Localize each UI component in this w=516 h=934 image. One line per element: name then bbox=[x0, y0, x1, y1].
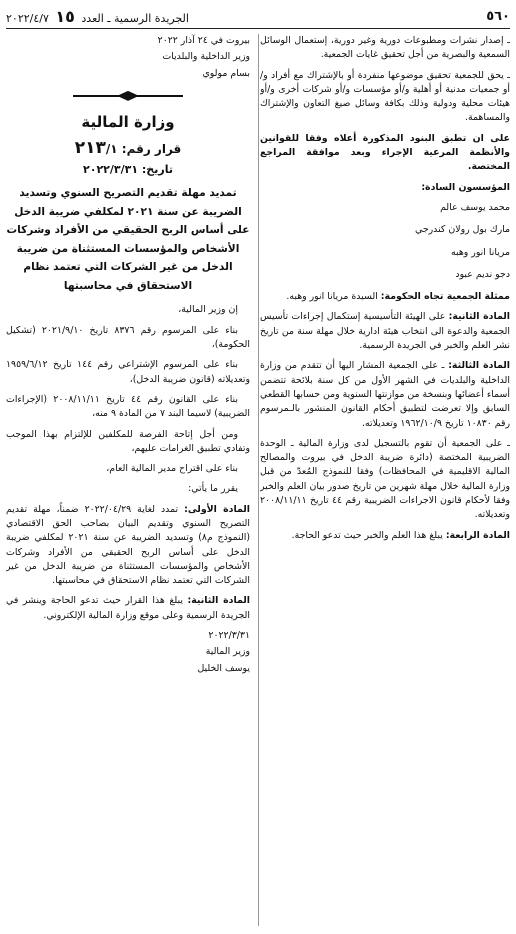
issue-date: ٢٠٢٢/٤/٧ bbox=[6, 11, 49, 25]
article-4: المادة الرابعة: يبلغ هذا العلم والخبر حيث تدعو الحاجة. bbox=[291, 529, 510, 541]
gazette-name: الجريدة الرسمية ـ العدد bbox=[81, 11, 189, 25]
signature-line: وزير الداخلية والبلديات bbox=[162, 51, 250, 63]
paragraph: ـ على الجمعية أن تقوم بالتسجيل لدى وزارة المالية ـ الوحدة الضريبية المختصة (دائرة ضريبة الدخل في بيروت والمصالح المالية الاقليمية في المحافظات) وفقا للنموذج المُعدّ من قبل وزارة المالية خلال مهلة شهرين من تاريخ صدور بيان العلم والخبر وفقا لأحكام قانون الاجراءات الضريبية رقم ٤٤ تاريخ ٢٠٠٨/١١/١١ وتعديلاته. bbox=[260, 437, 510, 521]
article-label: المادة الأولى: bbox=[184, 503, 250, 515]
founders-list bbox=[260, 201, 510, 282]
signature-line: وزير المالية bbox=[205, 646, 250, 658]
founder-name: دجو نديم عبود bbox=[455, 268, 510, 280]
article-label: المادة الثانية: bbox=[187, 595, 250, 607]
article-2: المادة الثانية: يبلغ هذا القرار حيث تدعو الحاجة وينشر في الجريدة الرسمية وعلى موقع وزارة المالية الإلكتروني. bbox=[6, 595, 250, 621]
signature-line: يوسف الخليل bbox=[197, 662, 250, 674]
signature-block bbox=[6, 629, 250, 676]
signature-line: ٢٠٢٢/٣/٣١ bbox=[208, 630, 250, 642]
section-separator bbox=[73, 91, 183, 101]
paragraph: إن وزير المالية، bbox=[178, 304, 238, 316]
founder-name: محمد يوسف عالم bbox=[440, 201, 510, 213]
page-number: ٥٦٠ bbox=[486, 9, 510, 25]
paragraph: على ان تطبق البنود المذكورة أعلاه وفقا للقوانين والأنظمة المرعية الإجراء وبعد موافقة المراجع المختصة. bbox=[260, 132, 510, 173]
article-1: المادة الأولى: تمدد لغاية ٢٠٢٢/٠٤/٢٩ ضمناً، مهلة تقديم التصريح السنوي وتقديم البيان بصاحب الحق الاقتصادي (النموذج م٨) وتسديد الضريبة عن سنة ٢٠٢١ لمكلفي ضريبة الدخل على أساس الربح الحقيقي من الأفراد وشركات الأشخاص والمؤسسات المستثناة من ضريبة الدخل من غير الشركات التي تعتمد نظام الاستحقاق في محاسبتها. bbox=[6, 503, 250, 587]
left-column bbox=[6, 34, 250, 928]
representative-name: السيدة مريانا انور وهبه. bbox=[286, 291, 378, 303]
gazette-issue bbox=[6, 5, 189, 29]
founder-name: مريانا انور وهبه bbox=[451, 246, 510, 258]
paragraph: بناء على المرسوم رقم ٨٣٧٦ تاريخ ٢٠٢١/٩/١٠ (تشكيل الحكومة)، bbox=[6, 324, 250, 351]
decision-date: تاريخ: ٢٠٢٢/٣/٣١ bbox=[83, 162, 173, 176]
column-divider bbox=[258, 34, 259, 926]
ministry-heading: وزارة المالية bbox=[81, 112, 175, 131]
paragraph: ـ إصدار نشرات ومطبوعات دورية وغير دورية، إستعمال الوسائل السمعية والبصرية من أجل تحقيق غايات الجمعية. bbox=[260, 35, 510, 61]
decision-number: قرار رقم: ٢١٣/١ bbox=[74, 137, 182, 158]
founders-label: المؤسسون السادة: bbox=[421, 181, 510, 193]
founder-name: مارك بول رولان كندرجي bbox=[415, 224, 510, 236]
paragraph: ـ يحق للجمعية تحقيق موضوعها منفردة أو بالإشتراك مع أفراد و/أو جمعيات مدنية أو أهلية و/أو مؤسسات و/أو شركات أخرى و/أو هيئات محلية ودولية وذلك بكافة وسائل صيغ التعاون والإشتراك والمساهمة. bbox=[260, 69, 510, 124]
page-header bbox=[6, 6, 510, 29]
signature-line: بيروت في ٢٤ آذار ٢٠٢٢ bbox=[157, 35, 250, 46]
article-label: المادة الثانية: bbox=[448, 311, 510, 323]
paragraph: ومن أجل إتاحة الفرصة للمكلفين للإلتزام بهذا الموجب وتفادي تطبيق الغرامات عليهم، bbox=[6, 428, 250, 454]
paragraph: بناء على القانون رقم ٤٤ تاريخ ٢٠٠٨/١١/١١ (الإجراءات الضريبية) لاسيما البند ٧ من المادة ٩ منه، bbox=[6, 393, 250, 420]
signature-line: بسام مولوي bbox=[202, 67, 250, 79]
signature-block bbox=[6, 34, 250, 81]
decision-title: تمديد مهلة تقديم التصريح السنوي وتسديد الضريبة عن سنة ٢٠٢١ لمكلفي ضريبة الدخل على أساس الربح الحقيقي من الأفراد وشركات الأشخاص والمؤسسات المستثناة من ضريبة الدخل من غير الشركات التي تعتمد نظام الاستحقاق في محاسبتها bbox=[6, 187, 250, 292]
representative-label: ممثلة الجمعية تجاه الحكومة: bbox=[380, 291, 510, 303]
paragraph: يقرر ما يأتي: bbox=[188, 483, 238, 495]
article-3: المادة الثالثة: ـ على الجمعية المشار اليها أن تتقدم من وزارة الداخلية والبلديات في الشهر الأول من كل سنة بلائحة تتضمن أسماء أعضائها وبنسخة من موازنتها السنوية ومن حسابها القطعي السابق وإلا تعرضت لتطبيق أحكام القانون المنشور بالـمرسوم رقم ١٠٨٣٠ تاريخ ١٩٦٢/١٠/٩ وتعديلاته. bbox=[260, 360, 510, 429]
paragraph: بناء على المرسوم الإشتراعي رقم ١٤٤ تاريخ ١٩٥٩/٦/١٢ وتعديلاته (قانون ضريبة الدخل)، bbox=[6, 359, 250, 385]
issue-number: ١٥ bbox=[55, 6, 75, 26]
representative bbox=[260, 290, 510, 304]
article-label: المادة الرابعة: bbox=[445, 529, 510, 541]
right-column bbox=[260, 34, 510, 928]
paragraph: بناء على اقتراح مدير المالية العام، bbox=[106, 463, 238, 475]
article-label: المادة الثالثة: bbox=[448, 360, 510, 372]
article-2: المادة الثانية: على الهيئة التأسيسية إستكمال إجراءات تأسيس الجمعية والدعوة الى انتخاب هيئة ادارية خلال مهلة سنة من تاريخ نشر العلم والخبر في الجريدة الرسمية. bbox=[260, 311, 510, 352]
